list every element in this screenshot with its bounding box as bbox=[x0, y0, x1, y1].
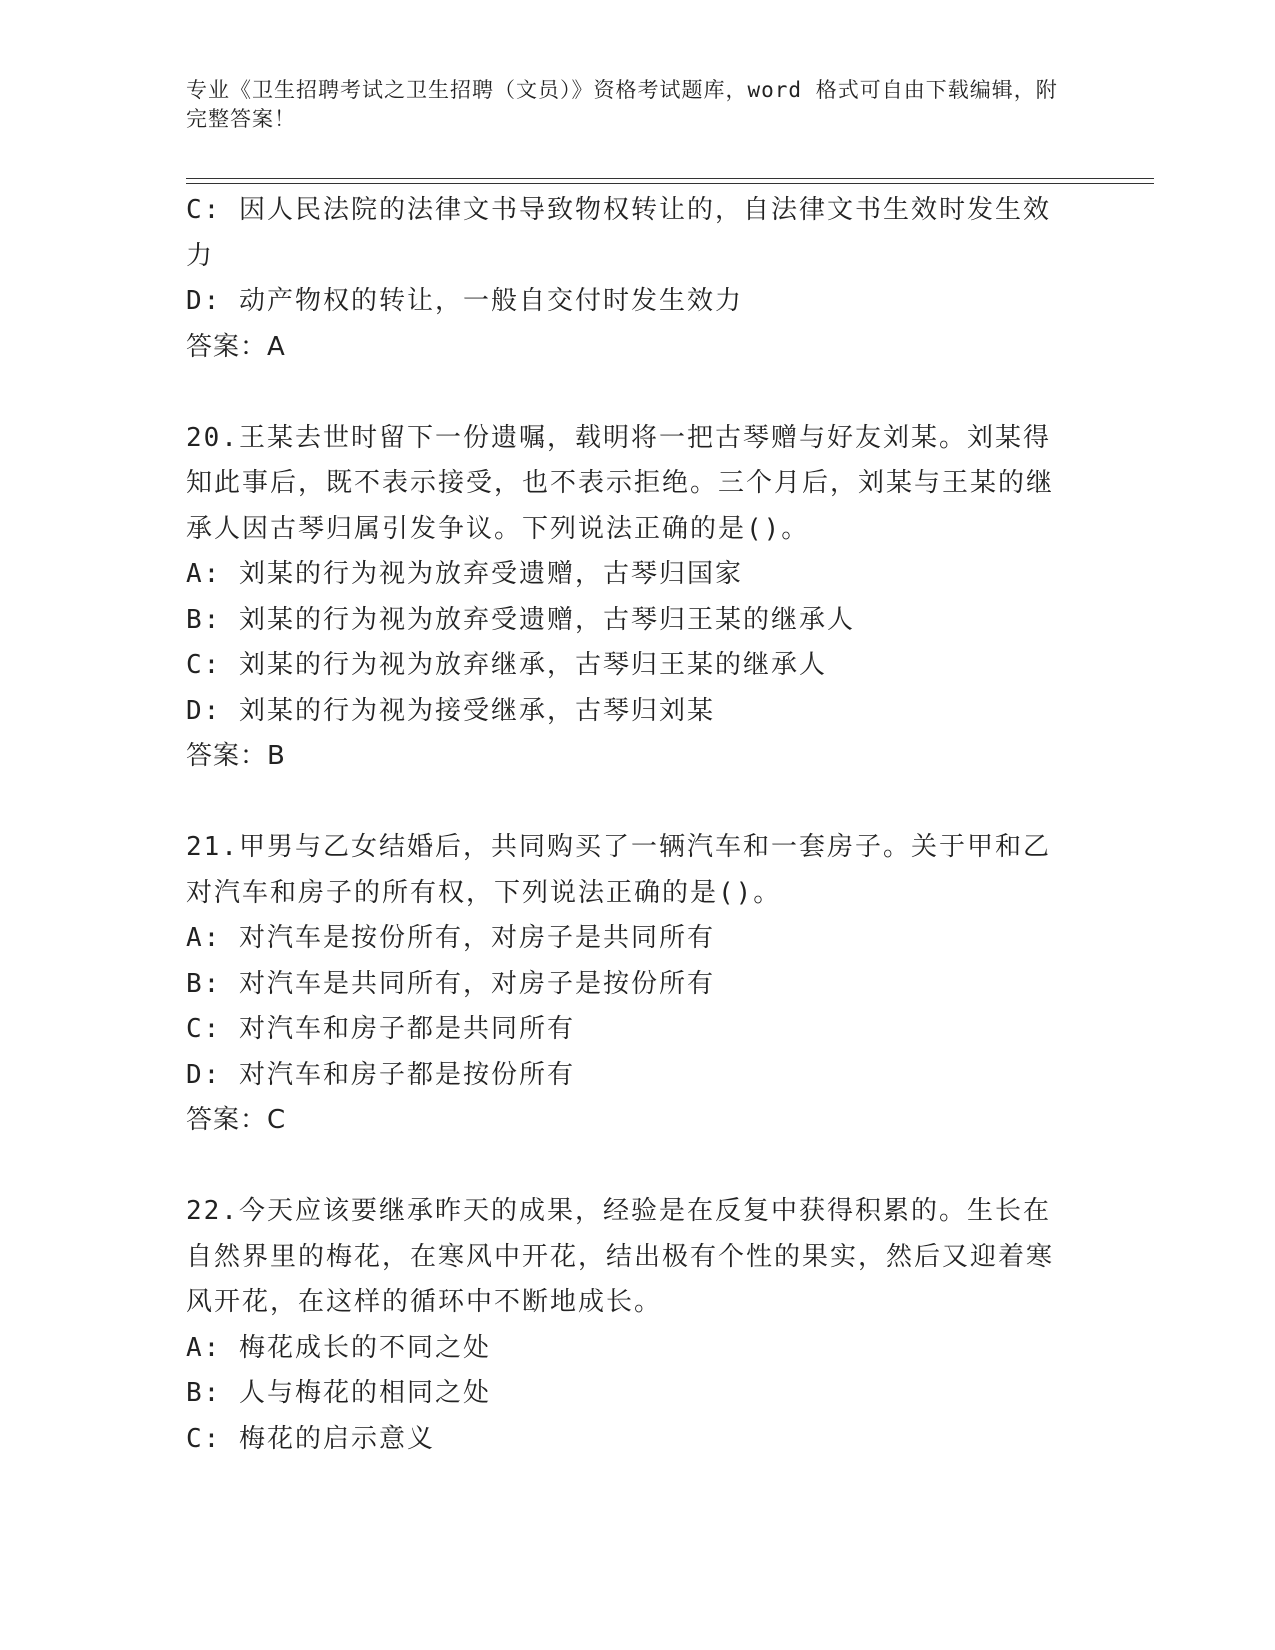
option-b: B: 对汽车是共同所有，对房子是按份所有 bbox=[186, 968, 715, 999]
option-c: C: 因人民法院的法律文书导致物权转让的，自法律文书生效时发生效力 bbox=[186, 195, 1051, 271]
question-stem: 22.今天应该要继承昨天的成果，经验是在反复中获得积累的。生长在自然界里的梅花，在寒风中开花，结出极有个性的果实，然后又迎着寒风开花，在这样的循环中不断地成长。 bbox=[186, 1196, 1055, 1317]
option-c: C: 梅花的启示意义 bbox=[186, 1423, 435, 1454]
option-c: C: 刘某的行为视为放弃继承，古琴归王某的继承人 bbox=[186, 650, 827, 680]
option-a: A: 刘某的行为视为放弃受遗赠，古琴归国家 bbox=[186, 559, 743, 589]
document-header: 专业《卫生招聘考试之卫生招聘（文员）》资格考试题库，word 格式可自由下载编辑，附完整答案！ bbox=[186, 78, 1058, 131]
header-divider-bottom bbox=[186, 183, 1154, 184]
option-a: A: 梅花成长的不同之处 bbox=[186, 1332, 491, 1363]
question-spacer bbox=[186, 370, 1076, 416]
question-21 bbox=[186, 825, 1076, 1144]
question-20 bbox=[186, 416, 1076, 780]
header-divider-top bbox=[186, 178, 1154, 179]
question-19-tail bbox=[186, 188, 1076, 370]
answer-line: 答案：B bbox=[186, 741, 286, 771]
answer-line: 答案：C bbox=[186, 1105, 287, 1135]
option-c: C: 对汽车和房子都是共同所有 bbox=[186, 1014, 575, 1044]
question-stem: 20.王某去世时留下一份遗嘱，载明将一把古琴赠与好友刘某。刘某得知此事后，既不表示接受，也不表示拒绝。三个月后，刘某与王某的继承人因古琴归属引发争议。下列说法正确的是()。 bbox=[186, 422, 1055, 544]
option-d: D: 刘某的行为视为接受继承，古琴归刘某 bbox=[186, 695, 715, 726]
option-a: A: 对汽车是按份所有，对房子是共同所有 bbox=[186, 923, 715, 953]
option-d: D: 对汽车和房子都是按份所有 bbox=[186, 1059, 575, 1090]
answer-line: 答案：A bbox=[186, 331, 286, 362]
option-d: D: 动产物权的转让，一般自交付时发生效力 bbox=[186, 286, 743, 316]
question-content bbox=[186, 188, 1076, 1462]
question-spacer bbox=[186, 780, 1076, 826]
question-stem: 21.甲男与乙女结婚后，共同购买了一辆汽车和一套房子。关于甲和乙对汽车和房子的所有权，下列说法正确的是()。 bbox=[186, 832, 1051, 908]
question-spacer bbox=[186, 1144, 1076, 1190]
option-b: B: 人与梅花的相同之处 bbox=[186, 1378, 491, 1408]
option-b: B: 刘某的行为视为放弃受遗赠，古琴归王某的继承人 bbox=[186, 604, 855, 635]
question-22 bbox=[186, 1189, 1076, 1462]
